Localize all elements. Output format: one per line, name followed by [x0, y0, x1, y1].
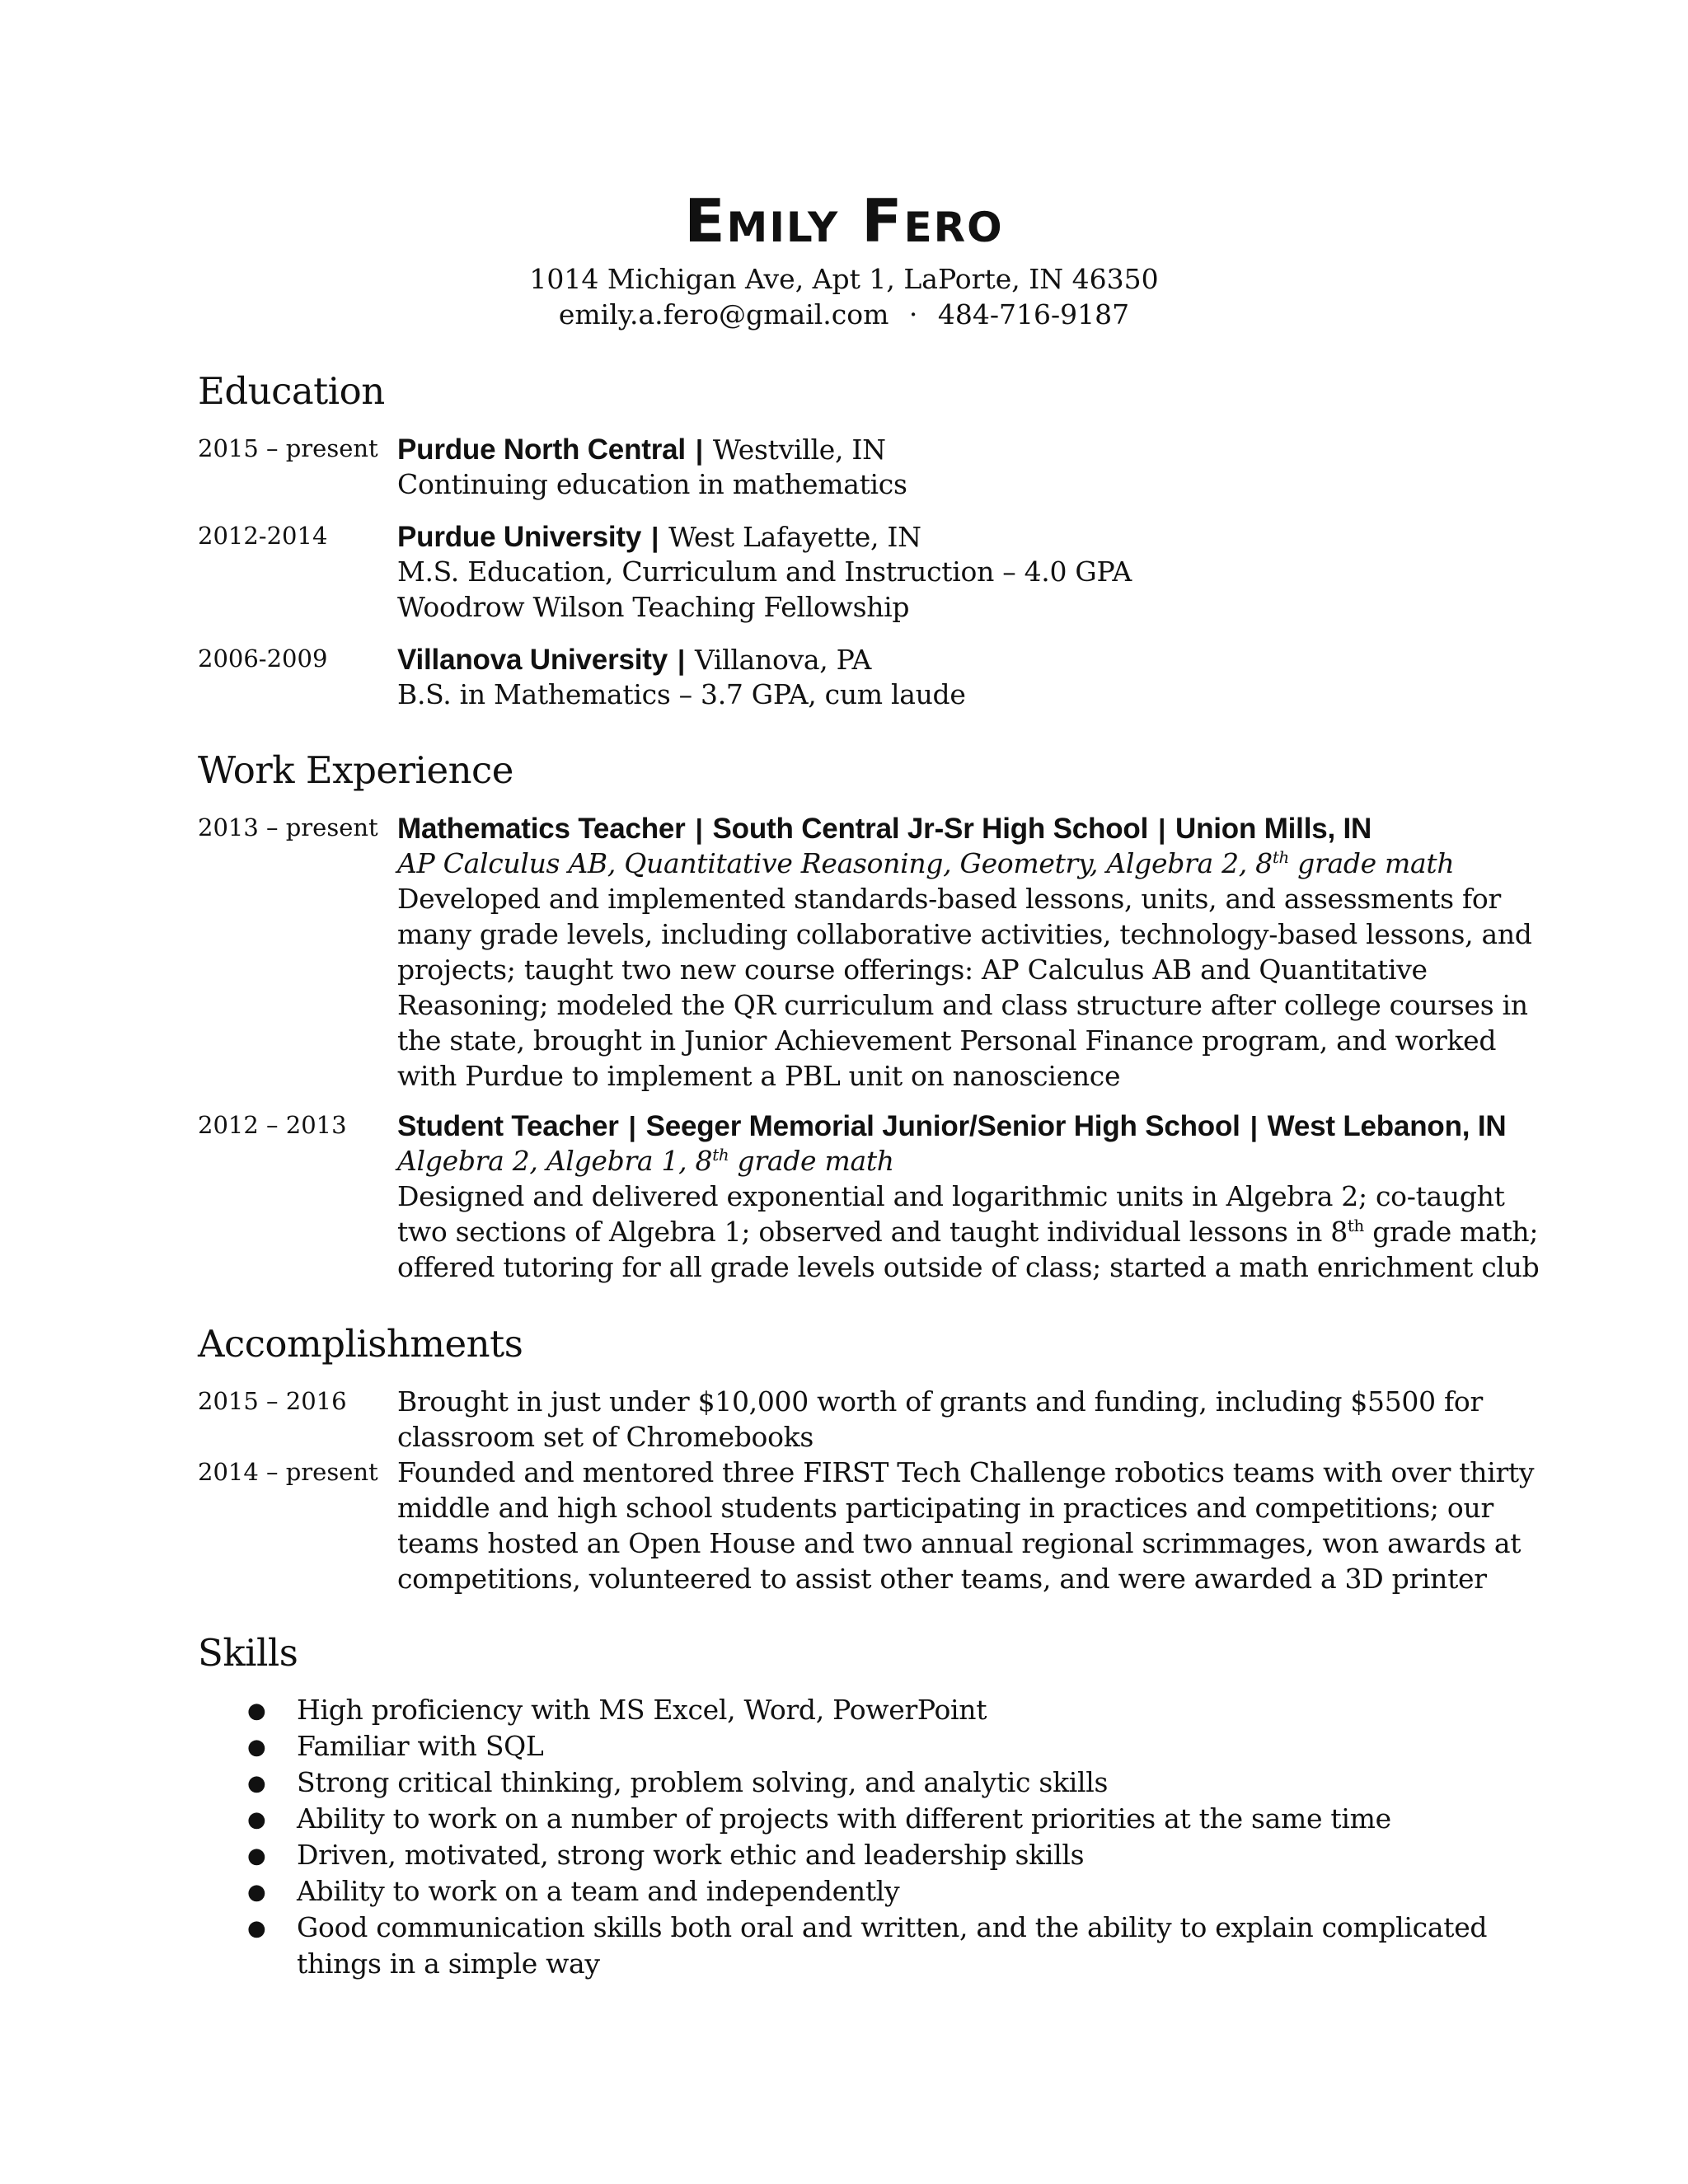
work-description-line: Reasoning; modeled the QR curriculum and class structure after college courses in — [397, 989, 1528, 1021]
education-detail: Continuing education in mathematics — [397, 468, 907, 500]
bullet-icon: ● — [247, 1771, 266, 1796]
work-description-line: the state, brought in Junior Achievement Personal Finance program, and worked — [397, 1024, 1497, 1057]
education-date: 2015 – present — [198, 434, 378, 462]
work-date: 2012 – 2013 — [198, 1111, 347, 1139]
education-detail: B.S. in Mathematics – 3.7 GPA, cum laude — [397, 678, 966, 710]
skill-item: Driven, motivated, strong work ethic and leadership skills — [297, 1839, 1085, 1871]
superscript: th — [1272, 848, 1289, 867]
education-date: 2006-2009 — [198, 644, 328, 673]
work-description-line: projects; taught two new course offerings: AP Calculus AB and Quantitative — [397, 954, 1428, 986]
school-location: West Lafayette, IN — [668, 521, 921, 553]
section-heading-accomplishments: Accomplishments — [198, 1322, 523, 1366]
bullet-icon: ● — [247, 1735, 266, 1760]
school-location: Villanova, PA — [694, 644, 872, 676]
superscript: th — [1347, 1216, 1364, 1235]
job-title: Student Teacher — [397, 1110, 619, 1142]
accomplishment-line: competitions, volunteered to assist other teams, and were awarded a 3D printer — [397, 1563, 1487, 1595]
work-description-line: offered tutoring for all grade levels outside of class; started a math enrichment club — [397, 1251, 1540, 1283]
education-school-line — [397, 435, 886, 464]
bullet-icon: ● — [247, 1699, 266, 1723]
school-name: Villanova University — [397, 644, 668, 676]
section-heading-skills: Skills — [198, 1631, 298, 1675]
school-name: Purdue University — [397, 521, 642, 553]
pipe-separator: | — [695, 813, 703, 844]
school-location: Westville, IN — [712, 434, 886, 466]
courses-line — [397, 1145, 894, 1177]
section-heading-education: Education — [198, 369, 385, 413]
work-date: 2013 – present — [198, 813, 378, 841]
employer: South Central Jr-Sr High School — [712, 813, 1149, 845]
description-text: two sections of Algebra 1; observed and taught individual lessons in 8 — [397, 1216, 1348, 1248]
skill-item: High proficiency with MS Excel, Word, PowerPoint — [297, 1694, 987, 1726]
courses-text: grade math — [1288, 847, 1455, 879]
education-school-line — [397, 523, 921, 551]
work-description-line — [397, 1216, 1539, 1248]
phone: 484-716-9187 — [937, 298, 1130, 330]
pipe-separator: | — [695, 434, 703, 465]
skill-item: Ability to work on a number of projects with different priorities at the same time — [297, 1802, 1391, 1835]
superscript: th — [712, 1146, 729, 1165]
accomplishment-line: Founded and mentored three FIRST Tech Challenge robotics teams with over thirty — [397, 1456, 1535, 1488]
skill-item-continued: things in a simple way — [297, 1947, 600, 1980]
education-date: 2012-2014 — [198, 522, 328, 550]
courses-text: Algebra 2, Algebra 1, 8 — [397, 1145, 713, 1177]
section-heading-work: Work Experience — [198, 748, 513, 792]
education-detail: M.S. Education, Curriculum and Instruction – 4.0 GPA — [397, 555, 1132, 588]
bullet-icon: ● — [247, 1844, 266, 1868]
bullet-icon: ● — [247, 1807, 266, 1832]
skill-item: Ability to work on a team and independently — [297, 1875, 900, 1907]
accomplishment-line: classroom set of Chromebooks — [397, 1421, 814, 1453]
bullet-icon: ● — [247, 1916, 266, 1941]
work-title-line — [397, 1112, 1506, 1141]
education-school-line — [397, 645, 871, 674]
pipe-separator: | — [628, 1111, 636, 1141]
job-location: West Lebanon, IN — [1267, 1110, 1507, 1142]
contact-line — [0, 298, 1688, 330]
skill-item: Familiar with SQL — [297, 1730, 544, 1762]
work-description-line: with Purdue to implement a PBL unit on nanoscience — [397, 1060, 1121, 1092]
work-description-line: Developed and implemented standards-based lessons, units, and assessments for — [397, 883, 1501, 915]
pipe-separator: | — [1158, 813, 1166, 844]
resume-name: Emily Fero — [684, 186, 1004, 255]
work-title-line — [397, 814, 1372, 843]
skill-item: Strong critical thinking, problem solving, and analytic skills — [297, 1766, 1109, 1798]
pipe-separator: | — [1250, 1111, 1258, 1141]
accomplishment-line: middle and high school students participating in practices and competitions; our — [397, 1492, 1493, 1524]
work-description-line: many grade levels, including collaborative activities, technology-based lessons, and — [397, 918, 1532, 950]
courses-line — [397, 847, 1455, 879]
courses-text: grade math — [729, 1145, 894, 1177]
accomplishment-line: teams hosted an Open House and two annual regional scrimmages, won awards at — [397, 1527, 1522, 1559]
skill-item: Good communication skills both oral and written, and the ability to explain complicated — [297, 1911, 1488, 1943]
email: emily.a.fero@gmail.com — [558, 298, 889, 330]
education-detail: Woodrow Wilson Teaching Fellowship — [397, 591, 910, 623]
description-text: grade math; — [1364, 1216, 1539, 1248]
dot-separator: · — [908, 298, 918, 330]
work-description-line: Designed and delivered exponential and logarithmic units in Algebra 2; co-taught — [397, 1180, 1505, 1212]
accomplishment-date: 2014 – present — [198, 1458, 378, 1486]
job-location: Union Mills, IN — [1175, 813, 1372, 845]
pipe-separator: | — [651, 522, 659, 552]
school-name: Purdue North Central — [397, 434, 686, 466]
bullet-icon: ● — [247, 1880, 266, 1905]
courses-text: AP Calculus AB, Quantitative Reasoning, Geometry, Algebra 2, 8 — [397, 847, 1273, 879]
pipe-separator: | — [678, 644, 685, 675]
job-title: Mathematics Teacher — [397, 813, 686, 845]
accomplishment-date: 2015 – 2016 — [198, 1387, 347, 1415]
accomplishment-line: Brought in just under $10,000 worth of grants and funding, including $5500 for — [397, 1385, 1483, 1418]
address: 1014 Michigan Ave, Apt 1, LaPorte, IN 46350 — [529, 263, 1159, 295]
employer: Seeger Memorial Junior/Senior High School — [645, 1110, 1240, 1142]
